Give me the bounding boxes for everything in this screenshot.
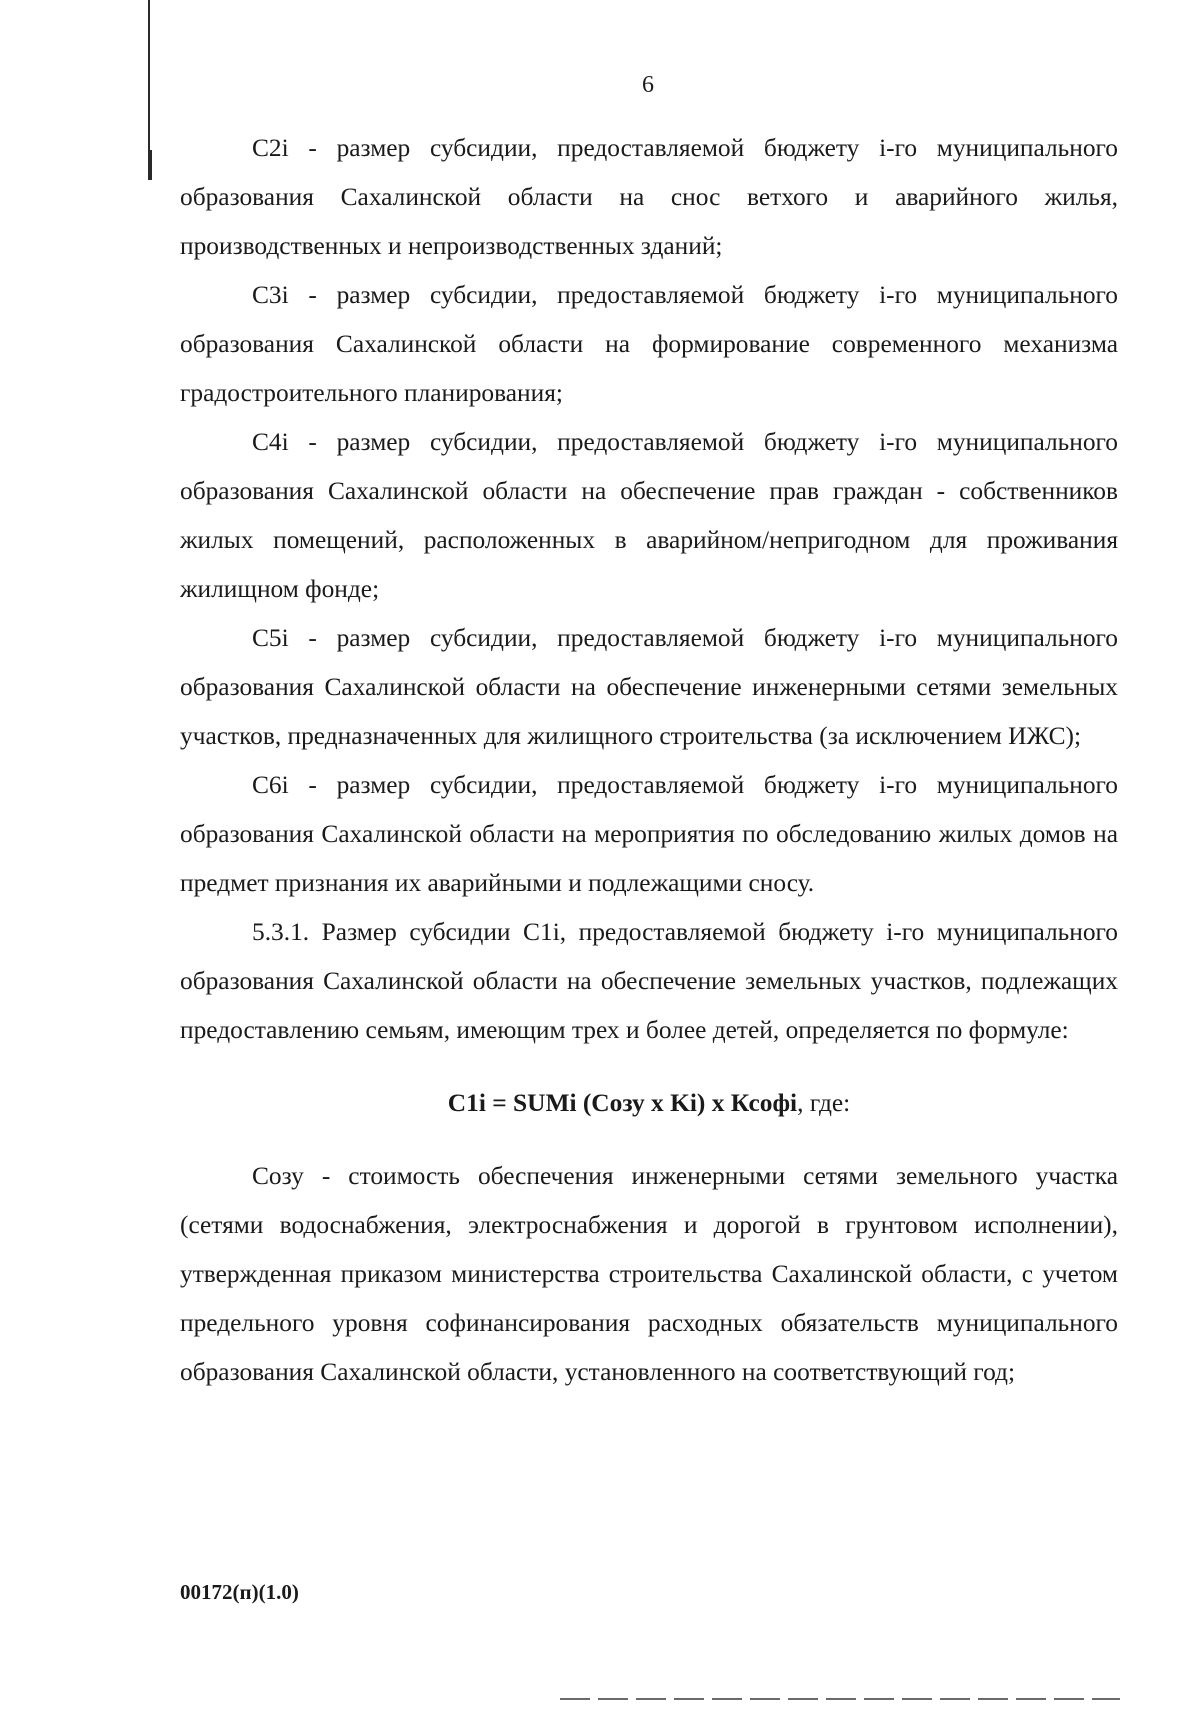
paragraph-c4i: C4i - размер субсидии, предоставляемой бюджету i-го муниципального образования Сахалинской области на обеспечение прав граждан - собственников жилых помещений, расположенных в аварийном/непригодном для проживания жилищном фонде; bbox=[180, 428, 1118, 603]
formula-expression: C1i = SUMi (Созу x Ki) x Ксофi bbox=[447, 1089, 798, 1117]
paragraph-c2i: C2i - размер субсидии, предоставляемой бюджету i-го муниципального образования Сахалинской области на снос ветхого и аварийного жилья, производственных и непроизводственных зданий; bbox=[180, 134, 1118, 260]
paragraph-c6i: C6i - размер субсидии, предоставляемой бюджету i-го муниципального образования Сахалинской области на мероприятия по обследованию жилых домов на предмет признания их аварийными и подлежащими сносу. bbox=[180, 771, 1118, 897]
document-code: 00172(п)(1.0) bbox=[180, 1580, 299, 1604]
formula-suffix: , где: bbox=[797, 1089, 851, 1117]
paragraph-5-3-1: 5.3.1. Размер субсидии C1i, предоставляемой бюджету i-го муниципального образования Сахалинской области на обеспечение земельных участков, подлежащих предоставлению семьям, имеющим трех и более детей, определяется по формуле: bbox=[180, 918, 1118, 1044]
paragraph-c5i: C5i - размер субсидии, предоставляемой бюджету i-го муниципального образования Сахалинской области на обеспечение инженерными сетями земельных участков, предназначенных для жилищного строительства (за исключением ИЖС); bbox=[180, 624, 1118, 750]
paragraph-c3i: C3i - размер субсидии, предоставляемой бюджету i-го муниципального образования Сахалинской области на формирование современного механизма градостроительного планирования; bbox=[180, 281, 1118, 407]
scan-margin-tick bbox=[150, 150, 152, 180]
formula bbox=[180, 1055, 1118, 1152]
document-body bbox=[180, 124, 1118, 1397]
scan-bottom-rule bbox=[560, 1698, 1120, 1700]
page-number: 6 bbox=[642, 72, 654, 98]
paragraph-sozu-definition: Созу - стоимость обеспечения инженерными сетями земельного участка (сетями водоснабжения, электроснабжения и дорогой в грунтовом исполнении), утвержденная приказом министерства строительства Сахалинской области, с учетом предельного уровня софинансирования расходных обязательств муниципального образования Сахалинской области, установленного на соответствующий год; bbox=[180, 1162, 1118, 1386]
